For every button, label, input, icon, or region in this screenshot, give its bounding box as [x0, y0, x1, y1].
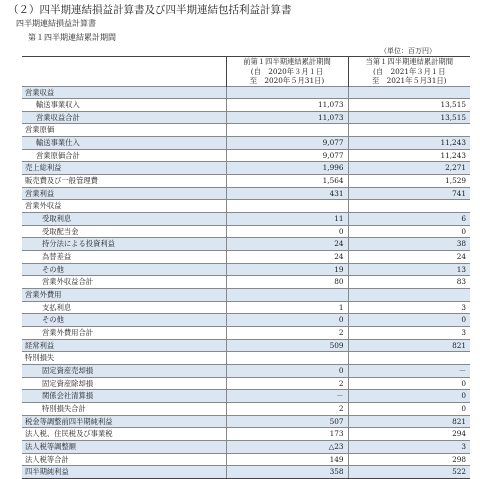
- curr-period-value: 1,529: [348, 175, 470, 188]
- unit-label: （単位：百万円）: [380, 47, 436, 55]
- prev-period-value: 0: [226, 364, 348, 377]
- row-label: 固定資産除却損: [22, 377, 226, 390]
- table-row: [22, 364, 470, 377]
- prev-period-value: 2: [226, 402, 348, 415]
- curr-period-value: 3: [348, 326, 470, 339]
- prev-period-value: 24: [226, 251, 348, 264]
- prev-period-value: 149: [226, 453, 348, 466]
- curr-period-value: 0: [348, 402, 470, 415]
- table-row: [22, 402, 470, 415]
- table-row: [22, 175, 470, 188]
- prev-period-value: 9,077: [226, 149, 348, 162]
- table-row: [22, 466, 470, 479]
- prev-period-value: 11,073: [226, 99, 348, 112]
- prev-period-value: [226, 352, 348, 365]
- prev-period-value: 358: [226, 466, 348, 479]
- curr-period-value: 6: [348, 213, 470, 226]
- curr-period-value: 13,515: [348, 111, 470, 124]
- row-label: 法人税、住民税及び事業税: [22, 428, 226, 441]
- table-row: [22, 314, 470, 327]
- table-row: [22, 213, 470, 226]
- table-row: [22, 162, 470, 175]
- prev-period-value: 0: [226, 314, 348, 327]
- curr-period-value: 741: [348, 187, 470, 200]
- row-label: 法人税等合計: [22, 453, 226, 466]
- row-label: 経常利益: [22, 339, 226, 352]
- curr-period-value: [348, 289, 470, 302]
- curr-period-value: 13,515: [348, 99, 470, 112]
- row-label: 営業利益: [22, 187, 226, 200]
- prev-period-value: 2: [226, 326, 348, 339]
- curr-period-value: 298: [348, 453, 470, 466]
- curr-period-value: 11,243: [348, 149, 470, 162]
- table-row: [22, 390, 470, 403]
- prev-period-value: [226, 200, 348, 213]
- statement-subtitle: 四半期連結損益計算書: [16, 19, 96, 28]
- prev-period-value: [226, 124, 348, 137]
- curr-period-value: －: [348, 364, 470, 377]
- row-label: 特別損失: [22, 352, 226, 365]
- income-statement-table: [22, 56, 470, 479]
- row-label: 営業外収益: [22, 200, 226, 213]
- row-label: 受取利息: [22, 213, 226, 226]
- prev-period-value: －: [226, 390, 348, 403]
- row-label: 営業原価合計: [22, 149, 226, 162]
- prev-period-value: [226, 289, 348, 302]
- curr-period-value: 0: [348, 390, 470, 403]
- table-body: [22, 86, 470, 478]
- prev-period-value: 9,077: [226, 137, 348, 150]
- curr-period-value: 83: [348, 276, 470, 289]
- curr-period-value: 0: [348, 314, 470, 327]
- curr-period-value: 821: [348, 339, 470, 352]
- table-header: [22, 57, 470, 87]
- curr-period-value: 2,271: [348, 162, 470, 175]
- section-title: （２）四半期連結損益計算書及び四半期連結包括利益計算書: [8, 4, 292, 16]
- table-row: [22, 238, 470, 251]
- table-row: [22, 137, 470, 150]
- row-label: 営業外費用: [22, 289, 226, 302]
- prev-period-value: 11: [226, 213, 348, 226]
- prev-period-value: 173: [226, 428, 348, 441]
- prev-period-value: 2: [226, 377, 348, 390]
- table-row: [22, 428, 470, 441]
- table-row: [22, 111, 470, 124]
- table-row: [22, 149, 470, 162]
- curr-period-value: [348, 200, 470, 213]
- curr-period-value: 3: [348, 440, 470, 453]
- row-label: 販売費及び一般管理費: [22, 175, 226, 188]
- row-label: 売上総利益: [22, 162, 226, 175]
- curr-period-value: 522: [348, 466, 470, 479]
- prev-period-value: 24: [226, 238, 348, 251]
- row-label: 営業収益合計: [22, 111, 226, 124]
- prev-period-value: 1: [226, 301, 348, 314]
- prev-period-value: 19: [226, 263, 348, 276]
- curr-period-header-line1: 当第１四半期連結累計期間: [348, 57, 470, 67]
- row-label: 輸送事業収入: [22, 99, 226, 112]
- row-label: その他: [22, 263, 226, 276]
- row-label: 受取配当金: [22, 225, 226, 238]
- row-label: 税金等調整前四半期純利益: [22, 415, 226, 428]
- row-label: その他: [22, 314, 226, 327]
- row-label: 法人税等調整額: [22, 440, 226, 453]
- prev-period-header-line3: 至 2020年５月31日): [226, 76, 348, 86]
- prev-period-value: 1,996: [226, 162, 348, 175]
- row-label: 支払利息: [22, 301, 226, 314]
- row-label: 営業収益: [22, 86, 226, 99]
- table-row: [22, 200, 470, 213]
- curr-period-value: [348, 86, 470, 99]
- curr-period-value: 24: [348, 251, 470, 264]
- curr-period-value: 0: [348, 377, 470, 390]
- table-row: [22, 326, 470, 339]
- curr-period-value: [348, 124, 470, 137]
- table-row: [22, 99, 470, 112]
- table-row: [22, 301, 470, 314]
- curr-period-value: 821: [348, 415, 470, 428]
- prev-period-value: 1,564: [226, 175, 348, 188]
- table-row: [22, 415, 470, 428]
- curr-period-value: 0: [348, 225, 470, 238]
- row-label: 営業原価: [22, 124, 226, 137]
- table-row: [22, 124, 470, 137]
- prev-period-value: 509: [226, 339, 348, 352]
- table-row: [22, 352, 470, 365]
- table-row: [22, 440, 470, 453]
- prev-period-value: 0: [226, 225, 348, 238]
- table-row: [22, 251, 470, 264]
- curr-period-value: 38: [348, 238, 470, 251]
- prev-period-header-line1: 前第１四半期連結累計期間: [226, 57, 348, 67]
- curr-period-value: 13: [348, 263, 470, 276]
- curr-period-value: 11,243: [348, 137, 470, 150]
- row-label: 営業外費用合計: [22, 326, 226, 339]
- row-label: 為替差益: [22, 251, 226, 264]
- prev-period-value: 11,073: [226, 111, 348, 124]
- row-label: 営業外収益合計: [22, 276, 226, 289]
- table-row: [22, 377, 470, 390]
- table-row: [22, 276, 470, 289]
- curr-period-value: 294: [348, 428, 470, 441]
- prev-period-value: 431: [226, 187, 348, 200]
- row-label: 輸送事業仕入: [22, 137, 226, 150]
- period-heading: 第１四半期連結累計期間: [28, 33, 116, 42]
- row-label: 特別損失合計: [22, 402, 226, 415]
- row-label: 関係会社清算損: [22, 390, 226, 403]
- table-row: [22, 263, 470, 276]
- prev-period-value: 80: [226, 276, 348, 289]
- table-row: [22, 187, 470, 200]
- curr-period-header-line3: 至 2021年５月31日): [348, 76, 470, 86]
- row-label: 固定資産売却損: [22, 364, 226, 377]
- table-row: [22, 86, 470, 99]
- table-row: [22, 289, 470, 302]
- table-row: [22, 453, 470, 466]
- curr-period-value: 3: [348, 301, 470, 314]
- prev-period-value: 507: [226, 415, 348, 428]
- prev-period-header-line2: (自 2020年３月１日: [226, 67, 348, 77]
- prev-period-value: [226, 86, 348, 99]
- table-row: [22, 225, 470, 238]
- prev-period-value: △23: [226, 440, 348, 453]
- curr-period-header-line2: (自 2021年３月１日: [348, 67, 470, 77]
- curr-period-value: [348, 352, 470, 365]
- table-row: [22, 339, 470, 352]
- row-label: 持分法による投資利益: [22, 238, 226, 251]
- row-label: 四半期純利益: [22, 466, 226, 479]
